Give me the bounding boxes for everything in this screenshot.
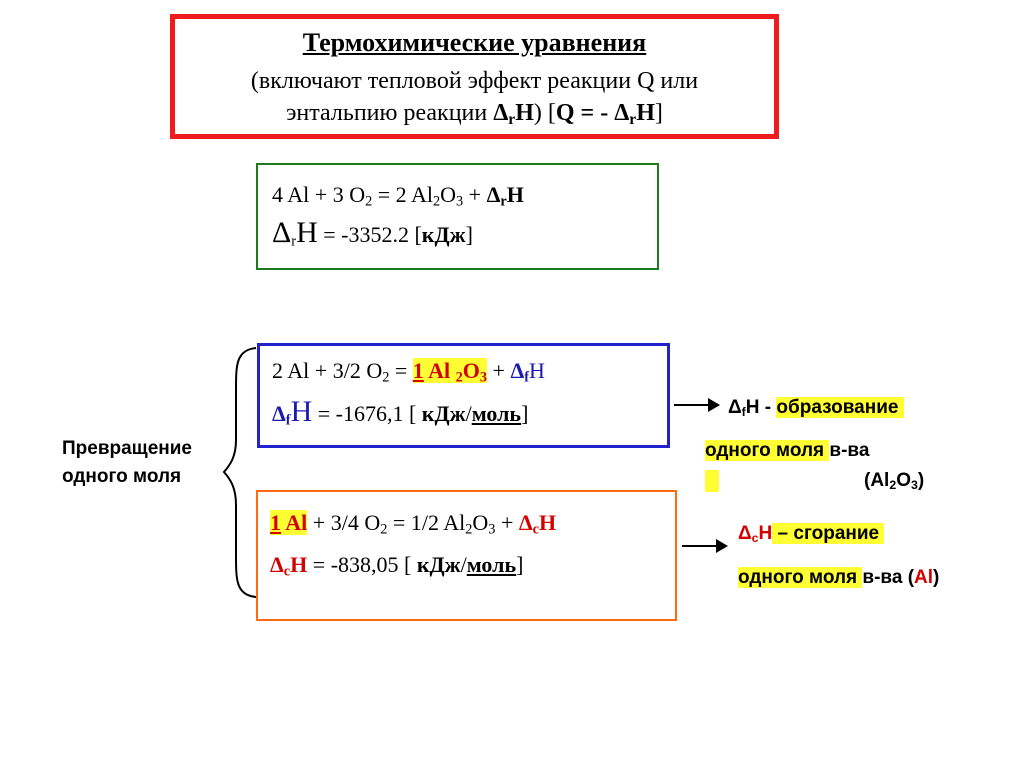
title-subtitle-2: энтальпию реакции $\Delta_rH$) [Q = - $\Delta_rH$] (286, 100, 663, 128)
enthalpy-formation: $\Delta_fH = -1676,1$ [ кДж/моль] (272, 395, 529, 429)
equation-formation: 2 Al + 3/2 $O_2 = 1$ Al $_2O_3 + \Delta_fH$ (272, 358, 545, 386)
enthalpy-total: $\Delta_rH = -3352.2$ [кДж] (272, 216, 473, 250)
note-formation-line2: одного моля в-ва (705, 440, 870, 461)
equation-combustion: 1 Al + 3/4 $O_2 = 1/2$ $Al_2O_3 + \Delta_cH$ (270, 510, 557, 538)
title-subtitle: (включают тепловой эффект реакции Q или (250, 68, 699, 94)
highlight-mark (705, 470, 719, 492)
arrow-formation-icon (672, 395, 722, 415)
left-label-line1: Превращение (62, 438, 193, 459)
note-combustion-line2: одного моля в-ва (Al) (738, 567, 940, 588)
left-label-line2: одного моля (62, 466, 182, 487)
note-formation-line1: $\Delta_fH$ - образование (728, 397, 904, 419)
enthalpy-combustion: $\Delta_cH = -838,05$ [ кДж/моль] (270, 552, 524, 580)
note-formation-line3: $(Al_2O_3)$ (864, 470, 925, 493)
note-combustion-line1: $\Delta_cH$ – сгорание (738, 523, 884, 545)
curly-brace (222, 345, 262, 600)
equation-total: 4 Al + 3 $O_2 = 2$ $Al_2O_3 + \Delta_rH$ (272, 182, 524, 210)
arrow-combustion-icon (680, 536, 730, 556)
page-title: Термохимические уравнения (302, 28, 647, 57)
